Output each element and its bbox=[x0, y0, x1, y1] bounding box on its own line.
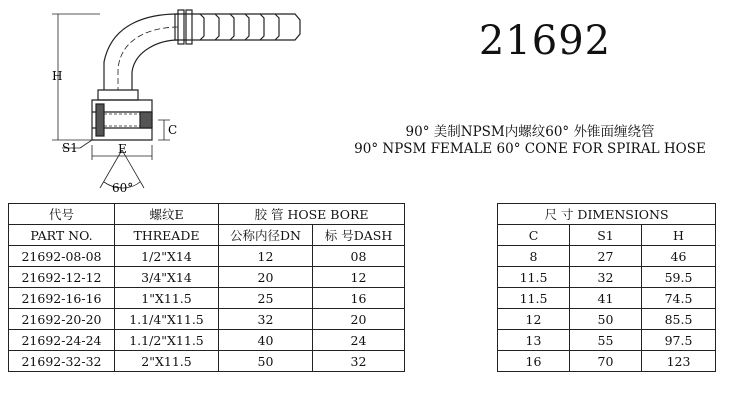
header-part-en: PART NO. bbox=[9, 225, 115, 246]
cell-part: 21692-24-24 bbox=[9, 330, 115, 351]
cell-c: 16 bbox=[498, 351, 570, 372]
spec-table-dimensions bbox=[497, 203, 716, 372]
cell-s1: 32 bbox=[570, 267, 642, 288]
header-thread-en: THREADE bbox=[115, 225, 219, 246]
cell-s1: 27 bbox=[570, 246, 642, 267]
cell-dash: 20 bbox=[313, 309, 405, 330]
fitting-drawing bbox=[0, 0, 310, 200]
cell-thread: 2"X11.5 bbox=[115, 351, 219, 372]
cell-dn: 12 bbox=[219, 246, 313, 267]
table-row bbox=[498, 288, 716, 309]
cell-thread: 1"X11.5 bbox=[115, 288, 219, 309]
header-part-cn: 代号 bbox=[9, 204, 115, 225]
table-row bbox=[9, 309, 405, 330]
header-dimensions: 尺 寸 DIMENSIONS bbox=[498, 204, 716, 225]
cell-part: 21692-12-12 bbox=[9, 267, 115, 288]
cell-part: 21692-32-32 bbox=[9, 351, 115, 372]
header-s1: S1 bbox=[570, 225, 642, 246]
cell-thread: 3/4"X14 bbox=[115, 267, 219, 288]
cell-dash: 08 bbox=[313, 246, 405, 267]
cell-c: 13 bbox=[498, 330, 570, 351]
cell-part: 21692-16-16 bbox=[9, 288, 115, 309]
spec-table-left bbox=[8, 203, 405, 372]
cell-c: 11.5 bbox=[498, 267, 570, 288]
label-e: E bbox=[118, 142, 127, 156]
description-chinese: 90° 美制NPSM内螺纹60° 外锥面缠绕管 bbox=[405, 124, 655, 140]
cell-dn: 32 bbox=[219, 309, 313, 330]
cell-h: 59.5 bbox=[642, 267, 716, 288]
cell-part: 21692-08-08 bbox=[9, 246, 115, 267]
header-thread-cn: 螺纹E bbox=[115, 204, 219, 225]
cell-h: 85.5 bbox=[642, 309, 716, 330]
cell-c: 11.5 bbox=[498, 288, 570, 309]
table-row bbox=[9, 351, 405, 372]
header-c: C bbox=[498, 225, 570, 246]
cell-c: 12 bbox=[498, 309, 570, 330]
cell-dash: 12 bbox=[313, 267, 405, 288]
cell-h: 74.5 bbox=[642, 288, 716, 309]
cell-dn: 20 bbox=[219, 267, 313, 288]
cell-c: 8 bbox=[498, 246, 570, 267]
cell-dash: 16 bbox=[313, 288, 405, 309]
table-row bbox=[9, 330, 405, 351]
cell-s1: 70 bbox=[570, 351, 642, 372]
cell-s1: 41 bbox=[570, 288, 642, 309]
cell-dash: 24 bbox=[313, 330, 405, 351]
header-dn: 公称内径DN bbox=[219, 225, 313, 246]
cell-thread: 1/2"X14 bbox=[115, 246, 219, 267]
table-row bbox=[9, 267, 405, 288]
table-row bbox=[498, 351, 716, 372]
table-row bbox=[9, 288, 405, 309]
header-hose-bore: 胶 管 HOSE BORE bbox=[219, 204, 405, 225]
part-number-title: 21692 bbox=[478, 18, 612, 64]
cell-s1: 50 bbox=[570, 309, 642, 330]
cell-dash: 32 bbox=[313, 351, 405, 372]
cell-thread: 1.1/2"X11.5 bbox=[115, 330, 219, 351]
cell-s1: 55 bbox=[570, 330, 642, 351]
cell-h: 97.5 bbox=[642, 330, 716, 351]
fitting-outline bbox=[92, 10, 300, 140]
label-s1: S1 bbox=[62, 141, 78, 155]
table-row bbox=[498, 330, 716, 351]
label-angle: 60° bbox=[112, 181, 134, 195]
cell-h: 123 bbox=[642, 351, 716, 372]
table-row bbox=[498, 309, 716, 330]
cell-h: 46 bbox=[642, 246, 716, 267]
table-row bbox=[9, 246, 405, 267]
cell-dn: 50 bbox=[219, 351, 313, 372]
header-h: H bbox=[642, 225, 716, 246]
header-dash: 标 号DASH bbox=[313, 225, 405, 246]
label-h: H bbox=[52, 69, 63, 83]
cell-dn: 40 bbox=[219, 330, 313, 351]
cell-dn: 25 bbox=[219, 288, 313, 309]
description-english: 90° NPSM FEMALE 60° CONE FOR SPIRAL HOSE bbox=[354, 141, 706, 157]
cell-part: 21692-20-20 bbox=[9, 309, 115, 330]
label-c: C bbox=[168, 123, 178, 137]
cell-thread: 1.1/4"X11.5 bbox=[115, 309, 219, 330]
table-row bbox=[498, 267, 716, 288]
table-row bbox=[498, 246, 716, 267]
